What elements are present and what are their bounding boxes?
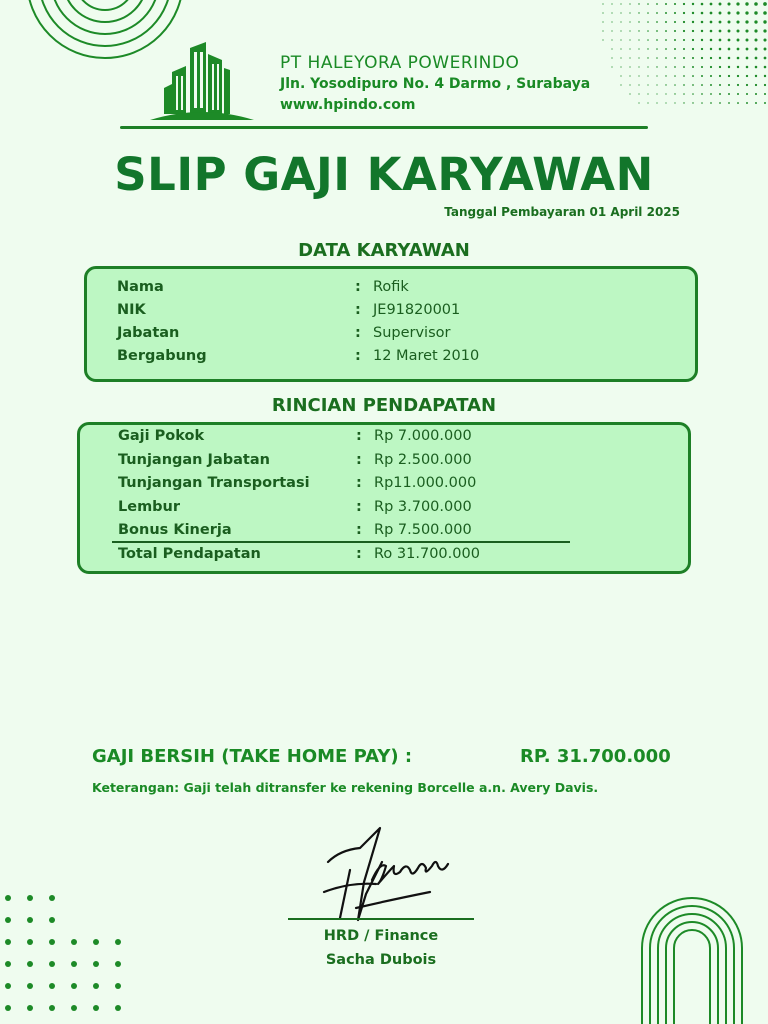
employee-section-title: DATA KARYAWAN [298, 240, 470, 261]
header-divider [120, 126, 648, 129]
income-data-box [77, 422, 691, 574]
employee-data-box [84, 266, 698, 382]
row-value: Rp11.000.000 [374, 475, 477, 491]
row-label: Nama [117, 279, 164, 295]
income-section-title: RINCIAN PENDAPATAN [271, 395, 497, 416]
dot-grid-decoration [0, 888, 130, 1024]
handwritten-signature [320, 822, 450, 926]
employee-row [87, 302, 695, 324]
employee-row [87, 325, 695, 347]
dot-pattern-decoration [588, 0, 768, 120]
company-website: www.hpindo.com [280, 97, 416, 113]
row-separator: : [356, 428, 362, 444]
row-separator: : [356, 498, 362, 515]
row-separator: : [356, 522, 362, 538]
transfer-note: Keterangan: Gaji telah ditransfer ke rekening Borcelle a.n. Avery Davis. [92, 780, 599, 795]
signatory-name: Sacha Dubois [325, 952, 437, 968]
company-info [280, 52, 590, 116]
row-value: 12 Maret 2010 [373, 348, 480, 364]
row-label: Gaji Pokok [118, 428, 205, 444]
row-value: Rp 3.700.000 [374, 498, 472, 515]
row-separator: : [356, 545, 362, 562]
row-label: Bergabung [117, 348, 207, 364]
signature-line [288, 918, 474, 920]
row-separator: : [355, 325, 361, 341]
net-pay-value: RP. 31.700.000 [520, 746, 671, 767]
row-value: Supervisor [373, 325, 451, 341]
row-label: Jabatan [117, 325, 180, 341]
net-pay-label: GAJI BERSIH (TAKE HOME PAY) : [92, 746, 413, 767]
total-income-row [80, 546, 688, 568]
row-value: Rp 2.500.000 [374, 451, 472, 468]
row-separator: : [355, 348, 361, 364]
employee-row [87, 279, 695, 301]
income-row [80, 499, 688, 521]
company-logo [150, 42, 254, 124]
company-address: Jln. Yosodipuro No. 4 Darmo , Surabaya [280, 76, 591, 92]
row-value: Rp 7.000.000 [374, 428, 472, 444]
row-value: JE91820001 [373, 302, 461, 318]
row-label: Tunjangan Jabatan [118, 451, 270, 468]
row-label: NIK [117, 302, 146, 318]
total-divider [112, 541, 570, 543]
total-value: Ro 31.700.000 [374, 545, 480, 562]
page-title: SLIP GAJI KARYAWAN [114, 148, 654, 201]
row-label: Lembur [118, 498, 181, 515]
row-value: Rp 7.500.000 [374, 522, 472, 538]
concentric-arches-decoration [636, 892, 748, 1024]
total-label: Total Pendapatan [118, 545, 261, 562]
row-value: Rofik [373, 279, 409, 295]
row-separator: : [356, 475, 362, 491]
row-label: Tunjangan Transportasi [118, 475, 310, 491]
income-row [80, 452, 688, 474]
employee-row [87, 348, 695, 370]
row-label: Bonus Kinerja [118, 522, 232, 538]
income-row [80, 428, 688, 450]
company-name: PT HALEYORA POWERINDO [280, 53, 520, 73]
row-separator: : [356, 451, 362, 468]
income-row [80, 475, 688, 497]
signatory-role: HRD / Finance [323, 928, 439, 944]
row-separator: : [355, 302, 361, 318]
row-separator: : [355, 279, 361, 295]
payment-date: Tanggal Pembayaran 01 April 2025 [444, 205, 680, 219]
